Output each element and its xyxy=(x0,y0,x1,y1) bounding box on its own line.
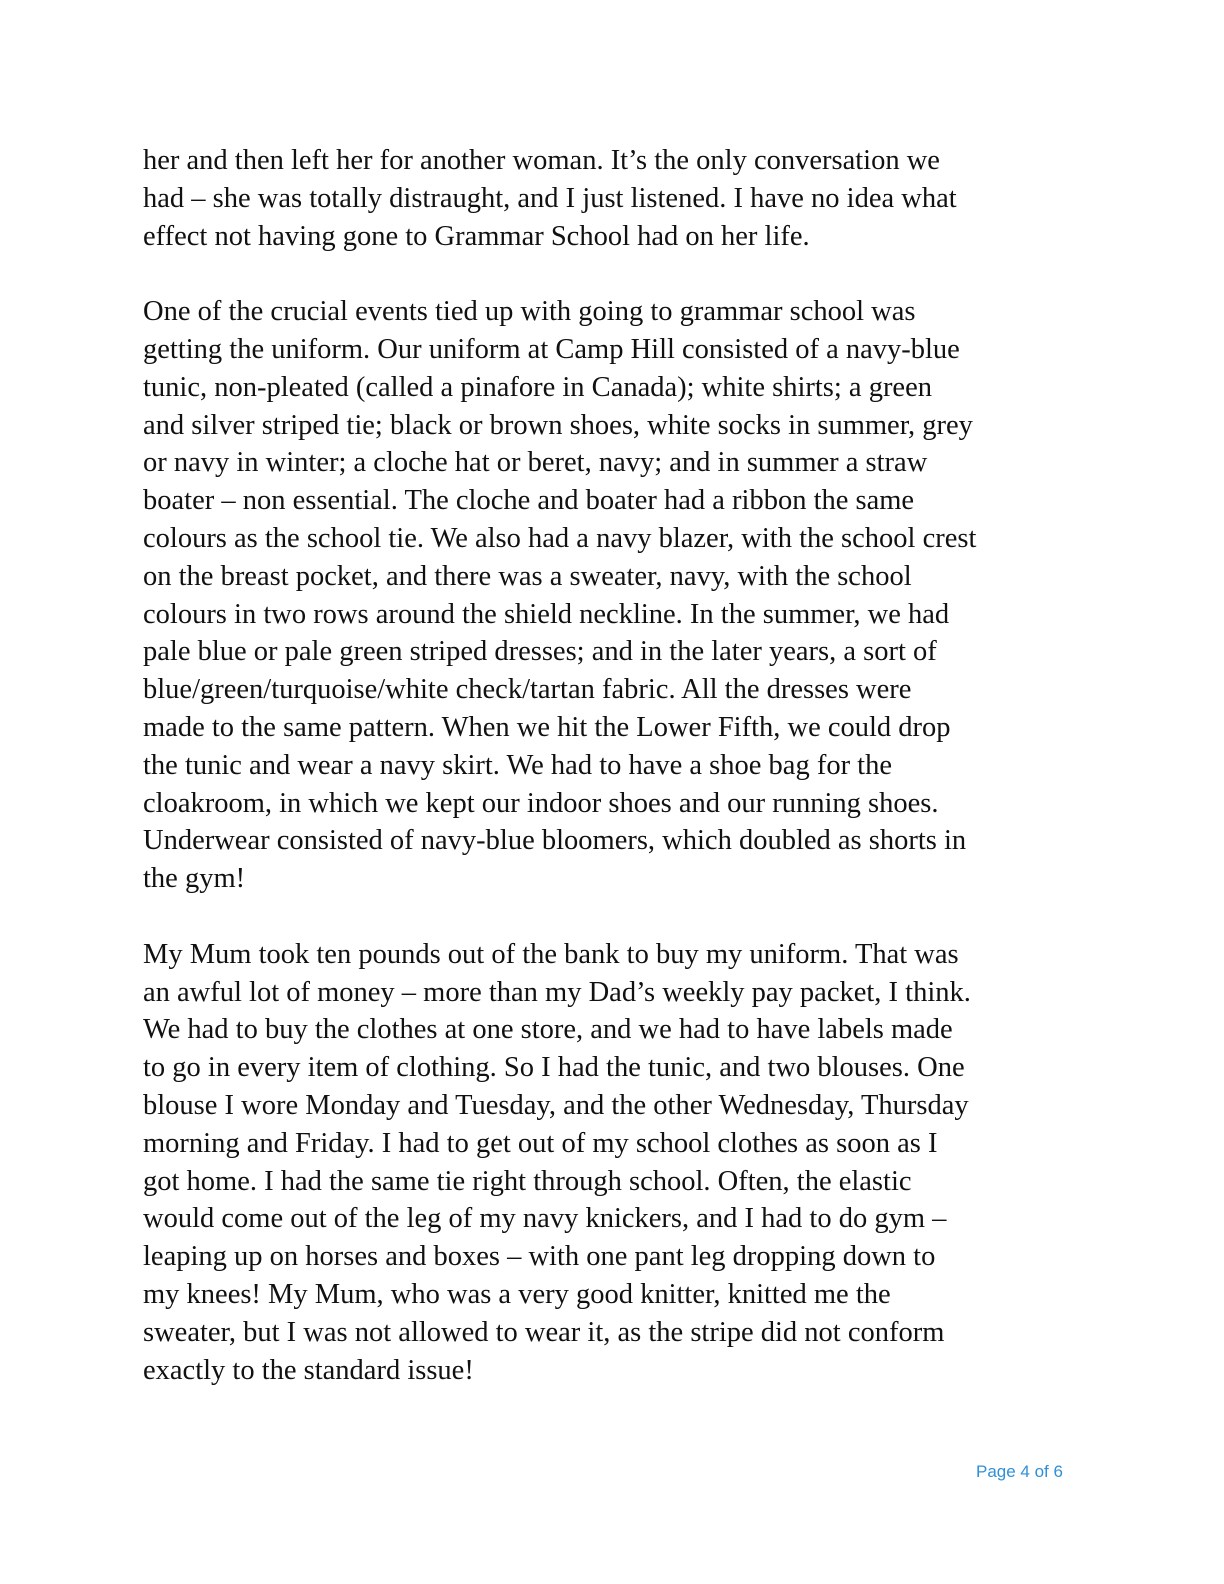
text-line: exactly to the standard issue! xyxy=(143,1354,474,1386)
text-line: blouse I wore Monday and Tuesday, and the other Wednesday, Thursday xyxy=(143,1089,969,1121)
text-line: cloakroom, in which we kept our indoor shoes and our running shoes. xyxy=(143,787,939,819)
text-line: tunic, non-pleated (called a pinafore in Canada); white shirts; a green xyxy=(143,371,932,403)
body-text xyxy=(143,142,1083,1389)
text-line: or navy in winter; a cloche hat or beret, navy; and in summer a straw xyxy=(143,447,928,479)
text-line: to go in every item of clothing. So I had the tunic, and two blouses. One xyxy=(143,1052,965,1084)
text-line: morning and Friday. I had to get out of my school clothes as soon as I xyxy=(143,1127,938,1159)
text-line: my knees! My Mum, who was a very good knitter, knitted me the xyxy=(143,1278,891,1310)
text-line: sweater, but I was not allowed to wear it, as the stripe did not conform xyxy=(143,1316,945,1348)
text-line: an awful lot of money – more than my Dad’s weekly pay packet, I think. xyxy=(143,976,971,1008)
text-line: colours as the school tie. We also had a navy blazer, with the school crest xyxy=(143,522,977,554)
paragraph-spacer xyxy=(143,898,1083,936)
text-line: Underwear consisted of navy-blue bloomers, which doubled as shorts in xyxy=(143,825,967,857)
text-line: blue/green/turquoise/white check/tartan fabric. All the dresses were xyxy=(143,674,912,706)
text-line: pale blue or pale green striped dresses; and in the later years, a sort of xyxy=(143,636,937,668)
paragraph-2 xyxy=(143,293,1083,898)
text-line: boater – non essential. The cloche and boater had a ribbon the same xyxy=(143,485,915,517)
text-line: the gym! xyxy=(143,863,246,895)
text-line: her and then left her for another woman. It’s the only conversation we xyxy=(143,145,940,176)
paragraph-3 xyxy=(143,936,1083,1390)
text-line: One of the crucial events tied up with going to grammar school was xyxy=(143,296,916,328)
paragraph-spacer xyxy=(143,255,1083,293)
text-line: and silver striped tie; black or brown shoes, white socks in summer, grey xyxy=(143,409,973,441)
text-line: on the breast pocket, and there was a sweater, navy, with the school xyxy=(143,560,912,592)
text-line: My Mum took ten pounds out of the bank to buy my uniform. That was xyxy=(143,938,959,970)
text-line: the tunic and wear a navy skirt. We had to have a shoe bag for the xyxy=(143,749,893,781)
page-number: Page 4 of 6 xyxy=(976,1462,1063,1481)
text-line: had – she was totally distraught, and I just listened. I have no idea what xyxy=(143,182,957,214)
text-line: effect not having gone to Grammar School had on her life. xyxy=(143,220,810,252)
paragraph-1 xyxy=(143,142,1083,255)
text-line: got home. I had the same tie right through school. Often, the elastic xyxy=(143,1165,912,1197)
text-line: would come out of the leg of my navy knickers, and I had to do gym – xyxy=(143,1203,947,1235)
text-line: We had to buy the clothes at one store, and we had to have labels made xyxy=(143,1014,953,1046)
text-line: leaping up on horses and boxes – with one pant leg dropping down to xyxy=(143,1241,936,1273)
text-line: colours in two rows around the shield neckline. In the summer, we had xyxy=(143,598,950,630)
text-line: getting the uniform. Our uniform at Camp Hill consisted of a navy-blue xyxy=(143,333,960,365)
text-line: made to the same pattern. When we hit the Lower Fifth, we could drop xyxy=(143,711,951,743)
